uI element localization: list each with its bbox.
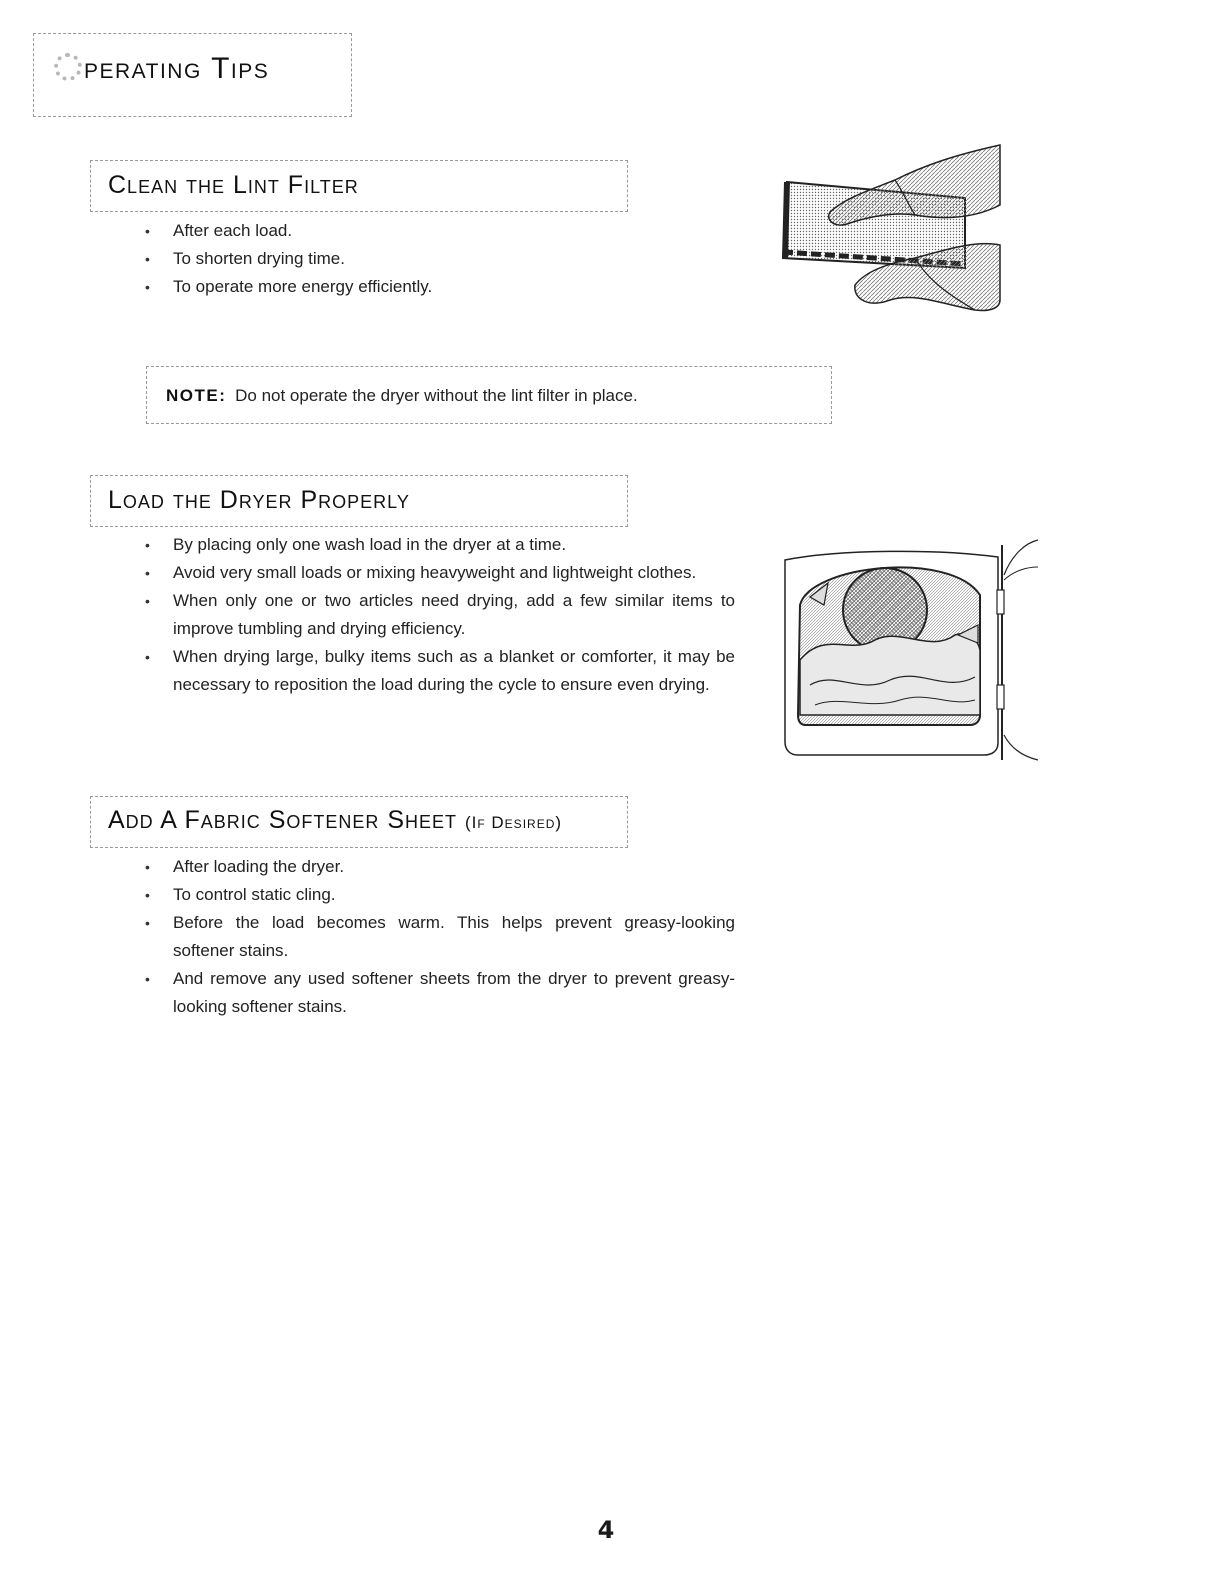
section-heading-lint: Clean the Lint Filter: [108, 171, 359, 199]
list-item: • After loading the dryer.: [145, 853, 735, 881]
lint-filter-illustration: [775, 140, 1005, 340]
bullet-list-load: [145, 531, 735, 699]
list-item: • To operate more energy efficiently.: [145, 273, 745, 301]
page-number: 4: [597, 1516, 615, 1544]
bullet-list-softener: [145, 853, 735, 1021]
bullet-list-lint: [145, 217, 745, 301]
section-heading-softener-text: Add A Fabric Softener Sheet: [108, 806, 458, 834]
list-item: • To control static cling.: [145, 881, 735, 909]
list-item: • By placing only one wash load in the dryer at a time.: [145, 531, 735, 559]
section-heading-softener: [108, 806, 562, 835]
list-item: • Avoid very small loads or mixing heavyweight and lightweight clothes.: [145, 559, 735, 587]
list-item: • When only one or two articles need drying, add a few similar items to improve tumbling and drying efficiency.: [145, 587, 735, 643]
section-heading-softener-suffix: (If Desired): [464, 813, 563, 832]
list-item: • Before the load becomes warm. This helps prevent greasy-looking softener stains.: [145, 909, 735, 965]
dryer-load-illustration: [780, 535, 1042, 763]
note: [166, 386, 638, 406]
note-label: NOTE:: [166, 386, 227, 405]
dotted-letter-o-icon: [54, 53, 82, 81]
list-item: • When drying large, bulky items such as a blanket or comforter, it may be necessary to reposition the load during the cycle to ensure even drying.: [145, 643, 735, 699]
note-text: Do not operate the dryer without the lint filter in place.: [235, 386, 638, 405]
section-heading-load: Load the Dryer Properly: [108, 486, 410, 514]
page-title-text: perating Tips: [84, 52, 270, 85]
list-item: • To shorten drying time.: [145, 245, 745, 273]
list-item: • After each load.: [145, 217, 745, 245]
page-title: [54, 52, 269, 86]
list-item: • And remove any used softener sheets from the dryer to prevent greasy-looking softener stains.: [145, 965, 735, 1021]
